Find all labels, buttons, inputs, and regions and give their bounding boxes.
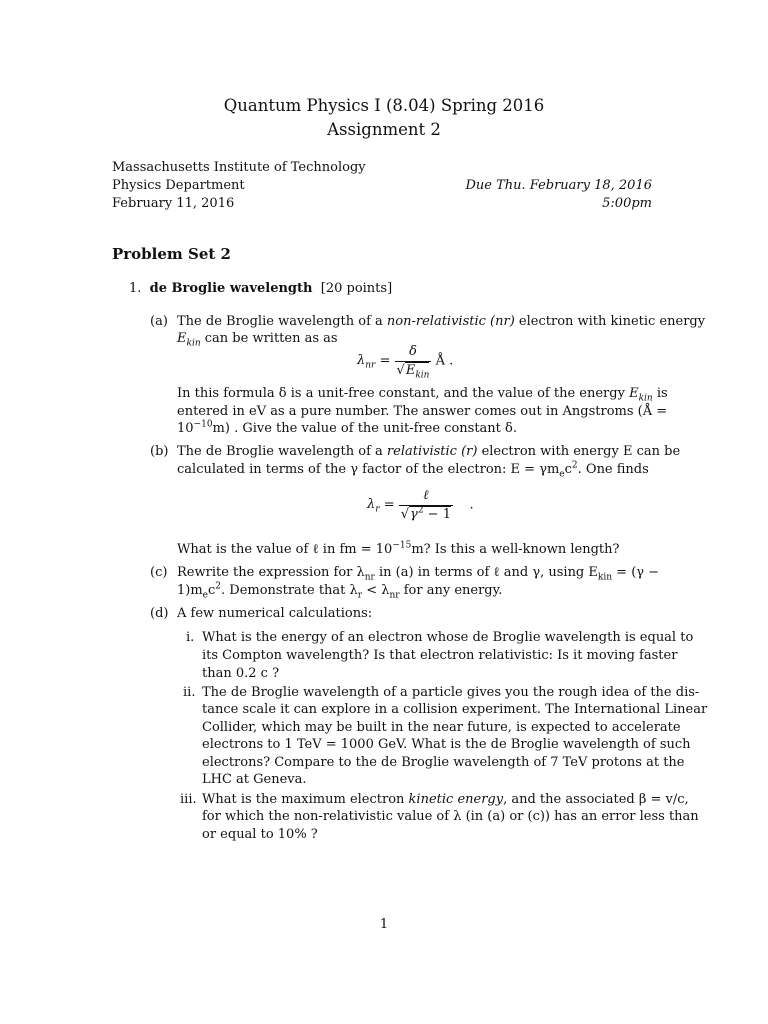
problem-number: 1. — [129, 281, 142, 296]
part-d-ii-line: The de Broglie wavelength of a particle gives you the rough idea of the dis- — [202, 685, 700, 700]
document-title: Quantum Physics I (8.04) Spring 2016 — [223, 96, 545, 115]
part-b-question: What is the value of ℓ in fm = $10^{-15}m$? Is this a well-known length? — [177, 540, 620, 557]
issue-date: February 11, 2016 — [112, 196, 235, 211]
document-subtitle: Assignment 2 — [327, 120, 441, 139]
part-c-line2: $1)m_ec^2$. Demonstrate that $\lambda_r < \lambda_{nr}$ for any energy. — [177, 581, 503, 601]
problem-points: [20 points] — [320, 281, 393, 296]
part-d-i-line: than 0.2 c ? — [202, 666, 280, 681]
part-d-iii-line1: What is the maximum electron kinetic energy, and the associated β = v/c, — [202, 792, 689, 807]
part-a-para2-line3: $10^{-10}m$) . Give the value of the unit-free constant δ. — [177, 419, 517, 436]
problem-heading — [129, 280, 392, 298]
part-d-ii-line: electrons to 1 TeV = 1000 GeV. What is the de Broglie wavelength of such — [202, 737, 691, 752]
part-d-iii-line2: for which the non-relativistic value of λ (in (a) or (c)) has an error less than — [202, 809, 699, 824]
due-time: 5:00pm — [602, 196, 652, 211]
part-d-intro: A few numerical calculations: — [177, 606, 373, 621]
department: Physics Department — [112, 178, 245, 193]
part-d-ii-line: electrons? Compare to the de Broglie wavelength of 7 TeV protons at the — [202, 755, 685, 770]
part-d-ii-line: Collider, which may be built in the near future, is expected to accelerate — [202, 720, 681, 735]
part-a-label: (a) — [150, 314, 168, 329]
part-d-i-line: What is the energy of an electron whose de Broglie wavelength is equal to — [202, 630, 694, 645]
part-d-ii-line: tance scale it can explore in a collision experiment. The International Linear — [202, 702, 708, 717]
part-d-ii-label: ii. — [183, 685, 196, 700]
part-a-para2-line2: entered in eV as a pure number. The answer comes out in Angstroms (Å = — [177, 404, 668, 419]
part-b-label: (b) — [150, 444, 169, 459]
equation-lambda-nr: $\lambda_{nr}$ = $\frac{\delta}{√E_{kin}}$ Å . — [357, 344, 454, 381]
section-title: Problem Set 2 — [112, 245, 231, 263]
part-c-label: (c) — [150, 565, 168, 580]
problem-title: de Broglie wavelength — [149, 281, 313, 296]
part-d-ii-line: LHC at Geneva. — [202, 772, 307, 787]
part-d-i-label: i. — [186, 630, 195, 645]
part-b-line2: calculated in terms of the γ factor of the electron: $E = \gamma m_ec^2$. One finds — [177, 460, 649, 480]
institution: Massachusetts Institute of Technology — [112, 160, 366, 175]
equation-lambda-r: $\lambda_r$ = $\frac{\text{ℓ}}{√\gamma^2 - 1}$ . — [367, 488, 474, 522]
part-c-line1: Rewrite the expression for $\lambda_{nr}$ in (a) in terms of ℓ and γ, using $E_{kin} = (\gamma$ − — [177, 565, 660, 583]
part-a-line2: $E_{kin}$ can be written as as — [177, 331, 338, 349]
part-d-iii-line3: or equal to 10% ? — [202, 827, 318, 842]
part-b-line1: The de Broglie wavelength of a relativistic (r) electron with energy E can be — [177, 444, 681, 459]
part-d-i-line: its Compton wavelength? Is that electron relativistic: Is it moving faster — [202, 648, 678, 663]
part-a-para2-line1: In this formula δ is a unit-free constant, and the value of the energy $E_{kin}$ is — [177, 386, 668, 404]
part-d-iii-label: iii. — [180, 792, 197, 807]
part-a-line1: The de Broglie wavelength of a non-relativistic (nr) electron with kinetic energy — [177, 314, 706, 329]
due-date: Due Thu. February 18, 2016 — [465, 178, 652, 193]
part-d-label: (d) — [150, 606, 169, 621]
page-number: 1 — [379, 917, 389, 932]
